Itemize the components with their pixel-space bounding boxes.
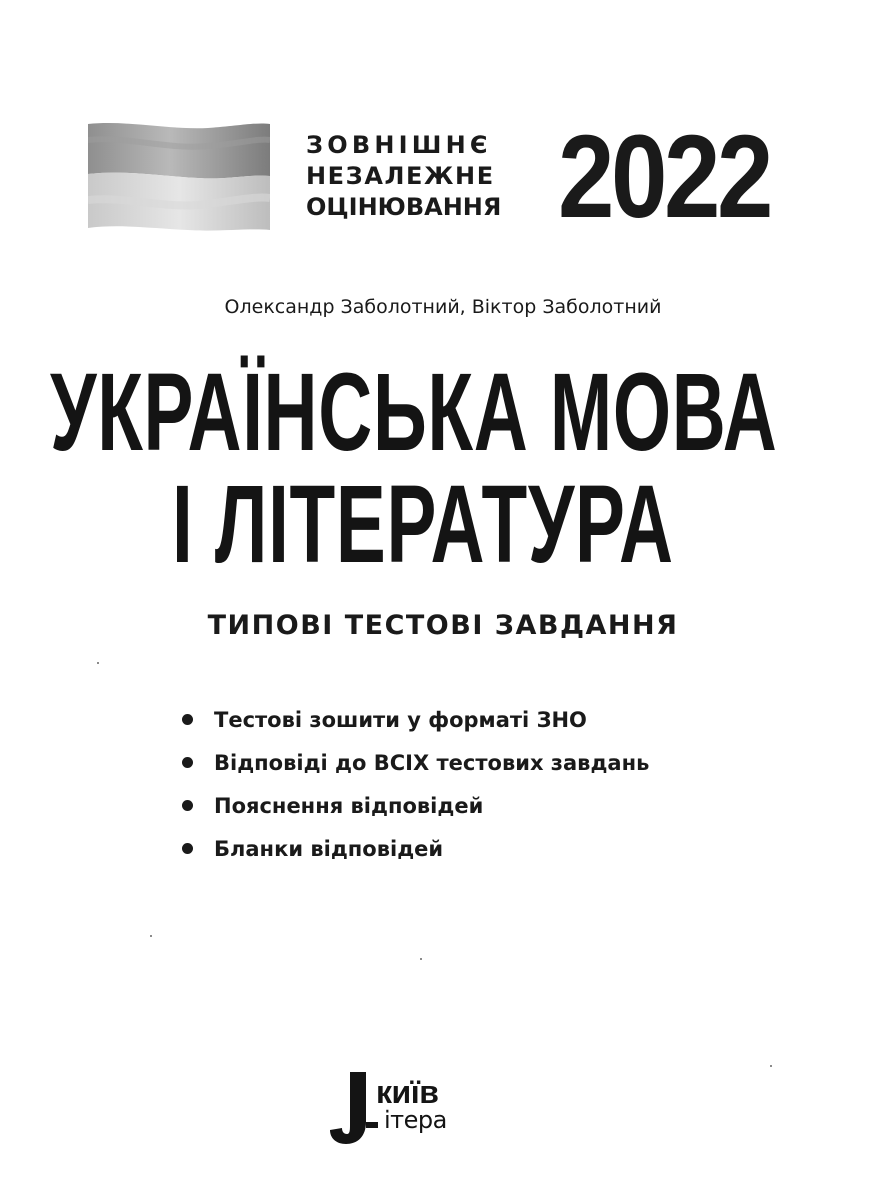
publisher-logo: [330, 1068, 490, 1148]
zno-line-3: ОЦІНЮВАННЯ: [306, 193, 502, 221]
publisher-name: ітера: [384, 1106, 447, 1134]
list-item: [180, 698, 649, 741]
speck: [97, 662, 99, 664]
feature-text: Пояснення відповідей: [214, 793, 484, 818]
authors-line: Олександр Заболотний, Віктор Заболотний: [224, 296, 662, 318]
feature-text: Відповіді до ВСІХ тестових завдань: [214, 750, 650, 775]
zno-line-1: ЗОВНІШНЄ: [306, 131, 492, 159]
speck: [770, 1065, 772, 1067]
zno-line-2: НЕЗАЛЕЖНЕ: [306, 162, 495, 190]
speck: [420, 958, 422, 960]
book-subtitle: ТИПОВІ ТЕСТОВІ ЗАВДАННЯ: [207, 610, 679, 641]
ukrainian-flag-icon: [88, 120, 270, 232]
list-item: [180, 827, 649, 870]
zno-heading: [306, 130, 546, 223]
feature-text: Тестові зошити у форматі ЗНО: [214, 707, 587, 732]
feature-text: Бланки відповідей: [214, 836, 444, 861]
bullet-icon: [182, 714, 193, 725]
book-title-line-2-text: І ЛІТЕРАТУРА: [172, 463, 674, 586]
bullet-icon: [182, 757, 193, 768]
publisher-city: київ: [376, 1074, 439, 1110]
bullet-icon: [182, 843, 193, 854]
list-item: [180, 741, 649, 784]
year-label: 2022: [558, 111, 771, 243]
book-title-line-1-text: УКРАЇНСЬКА МОВА: [50, 351, 778, 474]
feature-list: [180, 698, 649, 870]
bullet-icon: [182, 800, 193, 811]
speck: [150, 935, 152, 937]
list-item: [180, 784, 649, 827]
litera-logo-icon: [330, 1072, 378, 1144]
